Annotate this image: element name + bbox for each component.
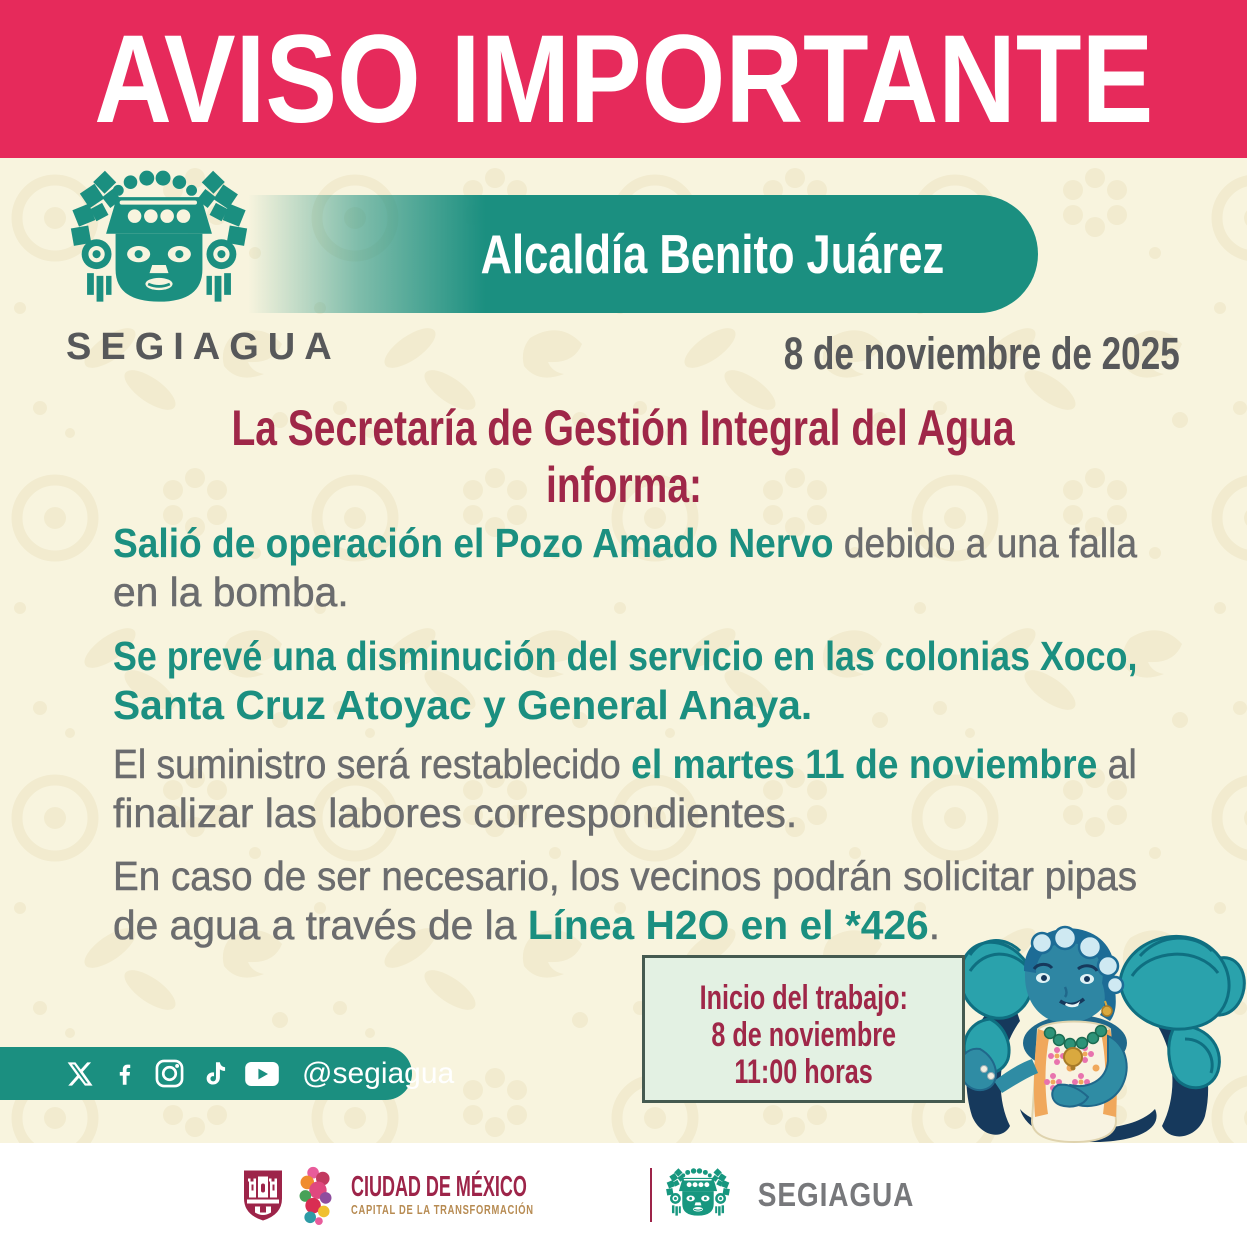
work-box-line-3: 11:00 horas — [734, 1053, 873, 1091]
instagram-icon[interactable] — [155, 1059, 184, 1088]
text-line: Salió de operación el Pozo Amado Nervo debido a una falla — [113, 520, 1137, 566]
text-line: En caso de ser necesario, los vecinos podrán solicitar pipas — [113, 853, 1138, 899]
work-schedule-box — [642, 955, 965, 1103]
paragraph-restablecimiento — [113, 740, 1143, 838]
text-line: de agua a través de la Línea H2O en el *426. — [113, 902, 941, 948]
heading-line-2: informa: — [545, 457, 702, 513]
city-name: CIUDAD DE MÉXICO — [350, 1171, 527, 1203]
notice-heading — [0, 400, 1247, 514]
footer-agency-name: SEGIAGUA — [758, 1176, 915, 1213]
city-wordmark — [351, 1172, 635, 1218]
mascot-water-character — [950, 921, 1247, 1143]
social-handle[interactable]: @segiagua — [302, 1056, 455, 1090]
text-line: Santa Cruz Atoyac y General Anaya. — [113, 682, 813, 728]
social-media-bar — [0, 1047, 455, 1100]
text-line: El suministro será restablecido el martes 11 de noviembre al — [113, 741, 1137, 787]
segiagua-footer-mask-icon — [666, 1168, 730, 1223]
text-line: finalizar las labores correspondientes. — [113, 790, 798, 836]
city-tagline: CAPITAL DE LA TRANSFORMACIÓN — [350, 1202, 534, 1217]
cdmx-map-icon — [293, 1165, 339, 1225]
location-banner-text: Alcaldía Benito Juárez — [480, 222, 944, 285]
work-box-line-1: Inicio del trabajo: — [699, 979, 908, 1017]
location-banner — [248, 195, 1038, 313]
paragraph-colonias — [113, 632, 1143, 730]
footer-divider — [650, 1168, 652, 1222]
tiktok-icon[interactable] — [201, 1060, 228, 1087]
facebook-icon[interactable] — [111, 1060, 138, 1087]
youtube-icon[interactable] — [245, 1062, 279, 1086]
work-box-line-2: 8 de noviembre — [711, 1016, 896, 1054]
x-icon[interactable] — [66, 1060, 94, 1088]
alert-banner-title: AVISO IMPORTANTE — [93, 9, 1154, 149]
segiagua-mask-logo — [64, 170, 254, 322]
notice-date: 8 de noviembre de 2025 — [783, 328, 1180, 379]
footer — [0, 1143, 1247, 1247]
alert-banner — [0, 0, 1247, 158]
text-line: en la bomba. — [113, 569, 349, 615]
heading-line-1: La Secretaría de Gestión Integral del Agua — [231, 400, 1016, 456]
paragraph-pozo-falla — [113, 519, 1143, 617]
cdmx-shield-icon — [243, 1169, 283, 1222]
text-line: Se prevé una disminución del servicio en las colonias Xoco, — [113, 633, 1138, 679]
segiagua-wordmark: SEGIAGUA — [66, 326, 341, 368]
footer-logos — [243, 1165, 929, 1225]
